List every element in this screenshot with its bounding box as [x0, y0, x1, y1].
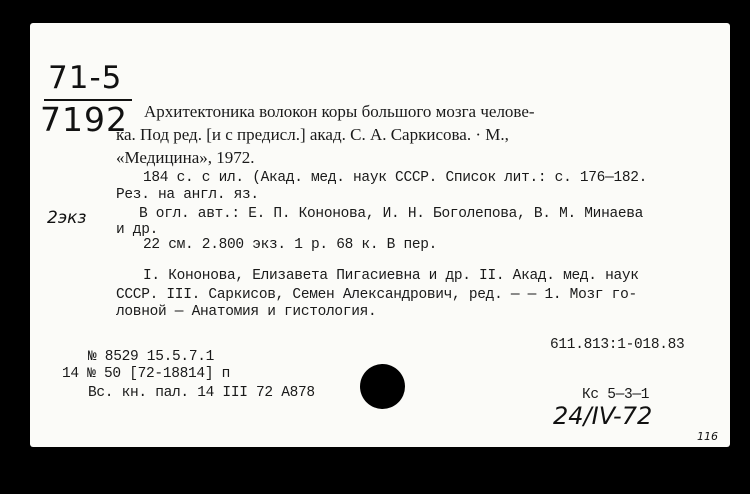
- udc-classification: 611.813:1-018.83: [550, 337, 685, 353]
- tracing-line-2: СССР. III. Саркисов, Семен Александрович, ред. — — 1. Мозг го-: [116, 287, 637, 303]
- punch-hole: [360, 364, 405, 409]
- tracing-line-3: ловной — Анатомия и гистология.: [116, 304, 377, 320]
- authors-line-1: В огл. авт.: Е. П. Кононова, И. Н. Боголепова, В. М. Минаева: [139, 206, 644, 222]
- title-line-3: «Медицина», 1972.: [116, 148, 255, 167]
- number-line-2: 14 № 50 [72-18814] п: [62, 366, 231, 382]
- copies-note: 2экз: [47, 208, 87, 228]
- physical-description: 22 см. 2.800 экз. 1 р. 68 к. В пер.: [143, 237, 438, 253]
- title-line-2: ка. Под ред. [и с предисл.] акад. С. А. Саркисова. · М.,: [116, 125, 509, 144]
- card-code: Кс 5—3—1: [582, 387, 650, 403]
- shelf-code-bottom: 7192: [40, 100, 128, 139]
- authors-line-2: и др.: [116, 222, 159, 238]
- number-line-3: Вс. кн. пал. 14 III 72 А878: [88, 385, 315, 401]
- handwritten-number: 116: [697, 430, 718, 443]
- extent-line-2: Рез. на англ. яз.: [116, 187, 259, 203]
- handwritten-date: 24/IV-72: [553, 402, 653, 430]
- tracing-line-1: I. Кононова, Елизавета Пигасиевна и др. II. Акад. мед. наук: [143, 268, 639, 284]
- title-line-1: Архитектоника волокон коры большого мозга челове-: [144, 102, 535, 121]
- number-line-1: № 8529 15.5.7.1: [88, 349, 215, 365]
- shelf-code-top: 71-5: [48, 60, 123, 96]
- extent-line-1: 184 с. с ил. (Акад. мед. наук СССР. Список лит.: с. 176—182.: [143, 170, 648, 186]
